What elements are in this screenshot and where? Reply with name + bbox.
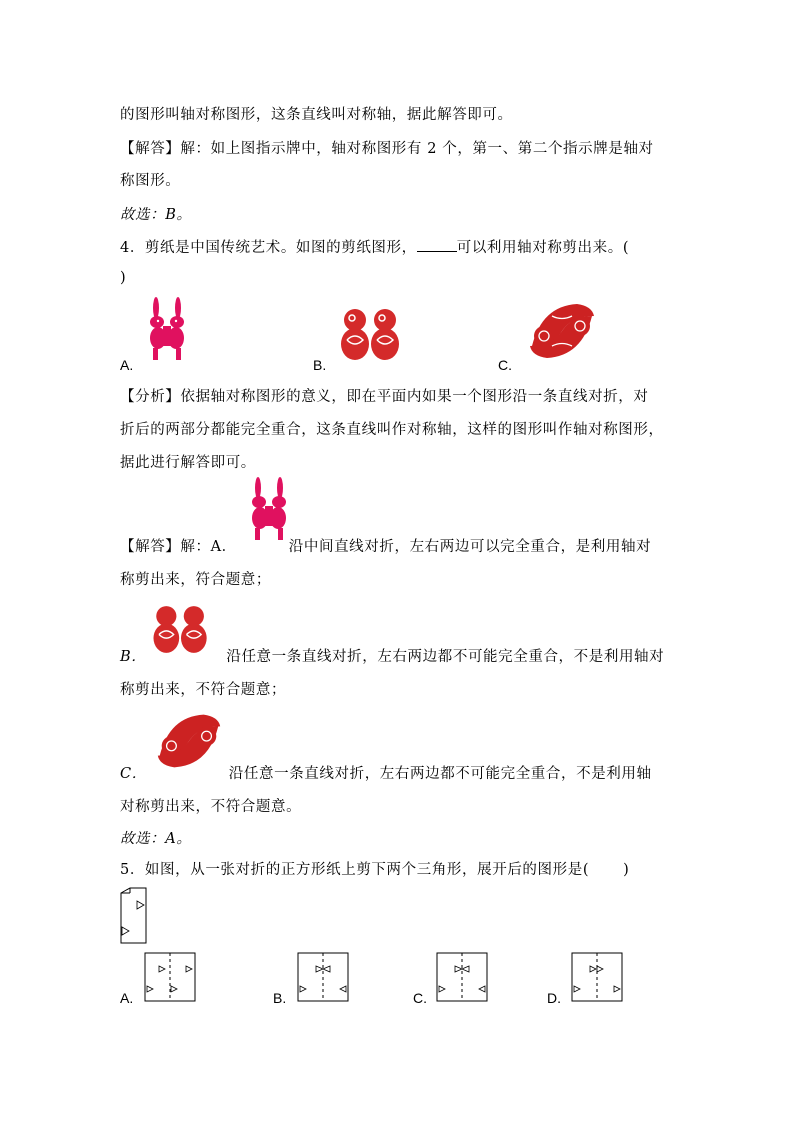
answer-c-prefix: C． [120, 766, 147, 782]
analysis-line: 【分析】依据轴对称图形的意义，即在平面内如果一个图形沿一条直线对折，对 [120, 389, 649, 405]
option-b-label: B. [313, 357, 327, 373]
answer-b-prefix: B． [120, 649, 147, 665]
answer-b-line2: 称剪出来，不符合题意； [120, 682, 287, 698]
option-c-figure [436, 952, 488, 1002]
stem-part: 4．剪纸是中国传统艺术。如图的剪纸图形， [120, 240, 417, 256]
stem-close-paren: ) [120, 270, 127, 286]
option-d-figure [571, 952, 623, 1002]
answer-c-text: 沿任意一条直线对折，左右两边都不可能完全重合，不是利用轴 [228, 766, 652, 782]
stem-part: ) [623, 862, 630, 878]
option-b-label: B. [273, 990, 287, 1006]
answer-a-line [120, 535, 651, 556]
text-line: 称图形。 [120, 173, 181, 189]
answer-c-line2: 对称剪出来，不符合题意。 [120, 799, 302, 815]
stem-part: 可以利用轴对称剪出来。( [456, 240, 630, 256]
question-5-stem [120, 858, 629, 879]
answer-b-text: 沿任意一条直线对折，左右两边都不可能完全重合，不是利用轴对 [226, 649, 665, 665]
answer-a-prefix: 【解答】解：A． [120, 539, 237, 555]
option-a-figure [144, 952, 196, 1002]
answer-a-line2: 称剪出来，符合题意； [120, 572, 271, 588]
analysis-line: 据此进行解答即可。 [120, 455, 256, 471]
answer-a-text: 沿中间直线对折，左右两边可以完全重合，是利用轴对 [288, 539, 652, 555]
option-a-label: A. [120, 990, 134, 1006]
rabbit-papercut-icon [245, 474, 293, 544]
monkey-papercut-icon [335, 306, 407, 362]
option-d-label: D. [547, 990, 561, 1006]
option-a-label: A. [120, 357, 134, 373]
text-line: 的图形叫轴对称图形，这条直线叫对称轴，据此解答即可。 [120, 107, 513, 123]
answer-c-line [120, 762, 652, 783]
text-line: 故选：B。 [120, 207, 192, 223]
question-4-stem [120, 236, 629, 257]
choice-line: 故选：A。 [120, 831, 192, 847]
rabbit-papercut-icon [143, 296, 191, 362]
option-c-label: C. [413, 990, 427, 1006]
analysis-line: 折后的两部分都能完全重合，这条直线叫作对称轴，这样的图形叫作轴对称图形， [120, 422, 664, 438]
option-c-label: C. [498, 357, 512, 373]
folded-paper-figure [120, 887, 148, 945]
stem-part: 5．如图，从一张对折的正方形纸上剪下两个三角形，展开后的图形是( [120, 862, 590, 878]
answer-blank [417, 237, 457, 252]
answer-b-line [120, 645, 664, 666]
option-b-figure [297, 952, 349, 1002]
fish-papercut-icon [522, 296, 602, 366]
text-line: 【解答】解：如上图指示牌中，轴对称图形有 2 个，第一、第二个指示牌是轴对 [120, 141, 654, 157]
